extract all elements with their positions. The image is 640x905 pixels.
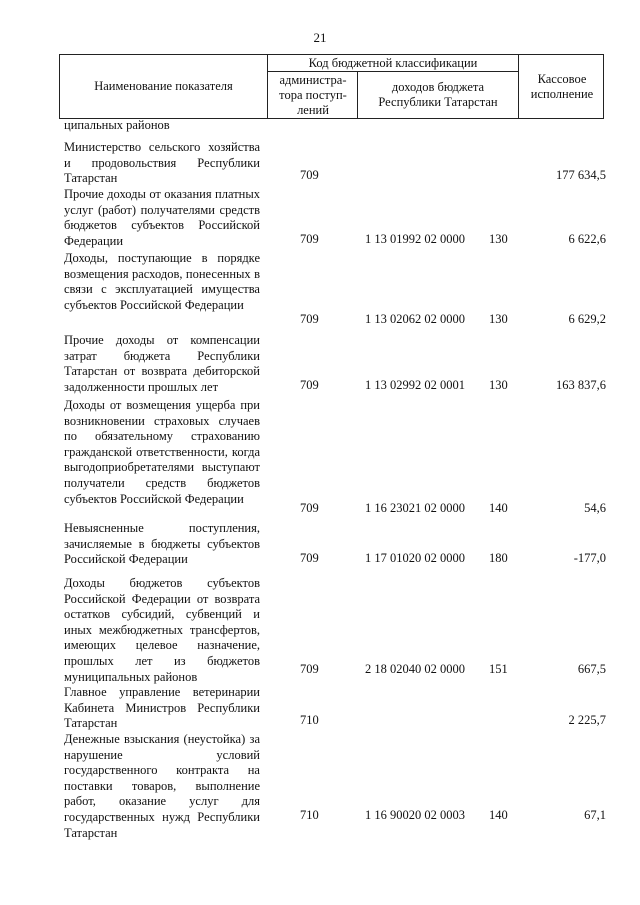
header-name-column: Наименование показателя [94,79,233,93]
row-name: Невыясненные поступления, зачисляемые в бюджеты субъектов Российской Федерации [64,521,260,567]
row-income-code: 1 17 01020 02 0000 [365,551,465,565]
row-income-code: 1 16 90020 02 0003 [365,808,465,822]
row-income-code: 2 18 02040 02 0000 [365,662,465,676]
row-name: Доходы от возмещения ущерба при возникновении страховых случаев по обязательному страхованию гражданской ответственности, когда выгодоприобретателями выступают получатели средств бюджетов субъектов Российской Федерации [64,398,260,506]
row-amount: 2 225,7 [568,713,606,727]
row-kind-code: 180 [489,551,508,565]
header-code-group: Код бюджетной классификации [308,55,478,70]
row-name: ципальных районов [64,118,170,132]
row-name: Доходы бюджетов субъектов Российской Федерации от возврата остатков субсидий, субвенций и иных межбюджетных трансфертов, имеющих целевое назначение, прошлых лет из бюджетов муниципальных районов [64,576,260,684]
header-income-column: доходов бюджета Республики Татарстан [378,80,498,109]
row-admin-code: 709 [300,501,319,515]
row-kind-code: 130 [489,378,508,392]
row-amount: 177 634,5 [556,168,606,182]
row-kind-code: 130 [489,232,508,246]
table-header [59,54,604,119]
row-admin-code: 709 [300,378,319,392]
row-admin-code: 709 [300,168,319,182]
row-admin-code: 709 [300,232,319,246]
page-number: 21 [313,30,327,45]
row-kind-code: 130 [489,312,508,326]
row-kind-code: 140 [489,501,508,515]
row-admin-code: 709 [300,312,319,326]
row-amount: -177,0 [573,551,606,565]
row-amount: 163 837,6 [556,378,606,392]
header-amount-column: Кассовое исполнение [530,71,594,101]
row-kind-code: 151 [489,662,508,676]
row-admin-code: 709 [300,662,319,676]
row-amount: 54,6 [584,501,606,515]
row-name: Прочие доходы от оказания платных услуг (работ) получателями средств бюджетов субъектов Российской Федерации [64,187,260,248]
row-income-code: 1 16 23021 02 0000 [365,501,465,515]
row-name: Главное управление ветеринарии Кабинета Министров Республики Татарстан [64,685,260,731]
row-amount: 6 622,6 [568,232,606,246]
row-admin-code: 710 [300,713,319,727]
row-amount: 667,5 [577,662,606,676]
row-amount: 6 629,2 [568,312,606,326]
row-name: Прочие доходы от компенсации затрат бюджета Республики Татарстан от возврата дебиторской задолженности прошлых лет [64,333,260,394]
row-name: Доходы, поступающие в порядке возмещения расходов, понесенных в связи с эксплуатацией имущества субъектов Российской Федерации [64,251,260,312]
row-name: Министерство сельского хозяйства и продовольствия Республики Татарстан [64,140,260,186]
row-admin-code: 710 [300,808,319,822]
row-income-code: 1 13 01992 02 0000 [365,232,465,246]
row-name: Денежные взыскания (неустойка) за нарушение условий государственного контракта на поставки товаров, выполнение работ, оказание услуг для государственных нужд Республики Татарстан [64,732,260,840]
row-income-code: 1 13 02062 02 0000 [365,312,465,326]
row-admin-code: 709 [300,551,319,565]
header-admin-column: администра-тора поступ-лений [279,72,347,117]
row-income-code: 1 13 02992 02 0001 [365,378,465,392]
row-amount: 67,1 [584,808,606,822]
row-kind-code: 140 [489,808,508,822]
